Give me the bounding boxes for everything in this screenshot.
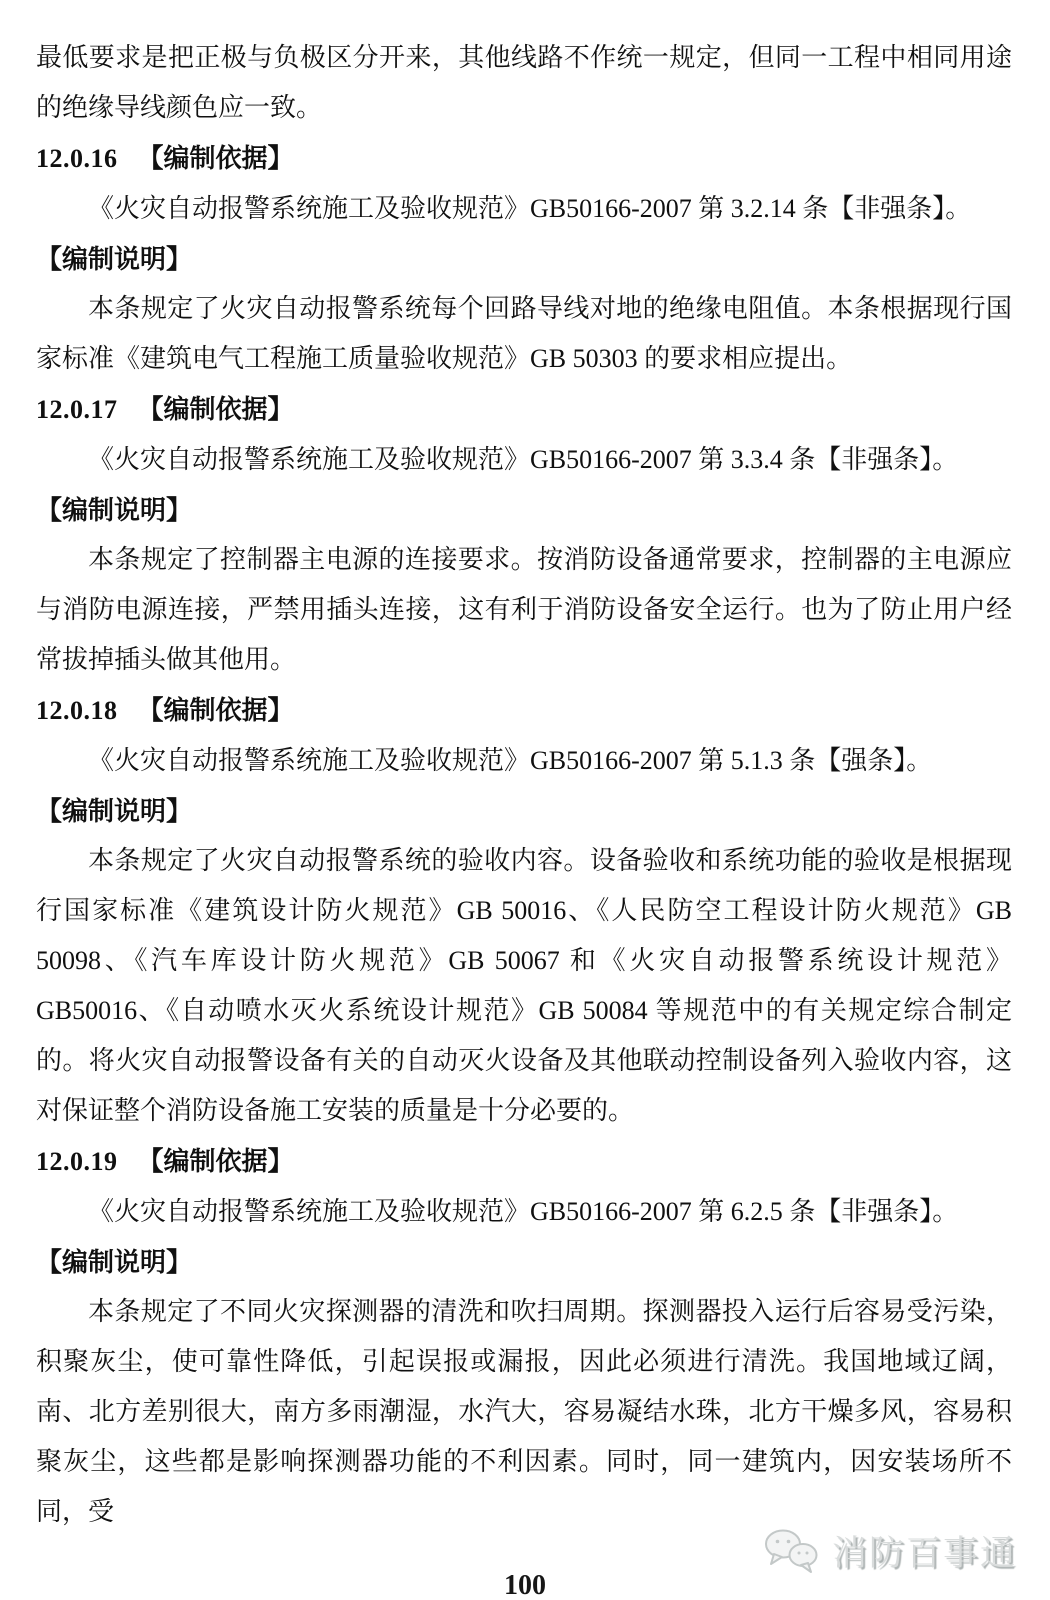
document-content — [36, 33, 1012, 1537]
section-number: 12.0.19 — [36, 1147, 118, 1176]
note-paragraph: 本条规定了火灾自动报警系统的验收内容。设备验收和系统功能的验收是根据现行国家标准《建筑设计防火规范》GB 50016、《人民防空工程设计防火规范》GB 50098、《汽车库设计防火规范》GB 50067 和《火灾自动报警系统设计规范》GB50016、《自动喷水灭火系统设计规范》GB 50084 等规范中的有关规定综合制定的。将火灾自动报警设备有关的自动灭火设备及其他联动控制设备列入验收内容，这对保证整个消防设备施工安装的质量是十分必要的。 — [36, 846, 1012, 1125]
basis-label: 【编制依据】 — [137, 1146, 294, 1176]
note-label: 【编制说明】 — [36, 495, 193, 525]
chat-bubbles-icon — [762, 1527, 820, 1575]
section-number: 12.0.18 — [36, 696, 118, 725]
basis-label: 【编制依据】 — [137, 143, 294, 173]
watermark-text: 消防百事通 — [831, 1534, 1017, 1573]
basis-paragraph: 《火灾自动报警系统施工及验收规范》GB50166-2007 第 5.1.3 条【强条】。 — [88, 746, 933, 775]
note-paragraph: 本条规定了火灾自动报警系统每个回路导线对地的绝缘电阻值。本条根据现行国家标准《建筑电气工程施工质量验收规范》GB 50303 的要求相应提出。 — [36, 294, 1012, 373]
note-label: 【编制说明】 — [36, 796, 193, 826]
intro-continuation-paragraph: 最低要求是把正极与负极区分开来，其他线路不作统一规定，但同一工程中相同用途的绝缘导线颜色应一致。 — [36, 43, 1012, 122]
note-label: 【编制说明】 — [36, 1247, 193, 1277]
basis-label: 【编制依据】 — [137, 394, 294, 424]
note-paragraph: 本条规定了控制器主电源的连接要求。按消防设备通常要求，控制器的主电源应与消防电源连接，严禁用插头连接，这有利于消防设备安全运行。也为了防止用户经常拔掉插头做其他用。 — [36, 545, 1012, 674]
basis-paragraph: 《火灾自动报警系统施工及验收规范》GB50166-2007 第 3.2.14 条【非强条】。 — [88, 194, 972, 223]
note-label: 【编制说明】 — [36, 244, 193, 274]
page-number: 100 — [504, 1570, 546, 1600]
section-number: 12.0.16 — [36, 144, 118, 173]
note-paragraph: 本条规定了不同火灾探测器的清洗和吹扫周期。探测器投入运行后容易受污染，积聚灰尘，使可靠性降低，引起误报或漏报，因此必须进行清洗。我国地域辽阔，南、北方差别很大，南方多雨潮湿，水汽大，容易凝结水珠，北方干燥多风，容易积聚灰尘，这些都是影响探测器功能的不利因素。同时，同一建筑内，因安装场所不同，受 — [36, 1297, 1012, 1526]
section-number: 12.0.17 — [36, 395, 118, 424]
section-heading — [36, 685, 1012, 736]
watermark — [762, 1526, 1017, 1576]
section-heading — [36, 384, 1012, 435]
section-heading — [36, 133, 1012, 184]
basis-label: 【编制依据】 — [137, 695, 294, 725]
section-heading — [36, 1136, 1012, 1187]
basis-paragraph: 《火灾自动报警系统施工及验收规范》GB50166-2007 第 6.2.5 条【非强条】。 — [88, 1197, 959, 1226]
basis-paragraph: 《火灾自动报警系统施工及验收规范》GB50166-2007 第 3.3.4 条【非强条】。 — [88, 445, 959, 474]
